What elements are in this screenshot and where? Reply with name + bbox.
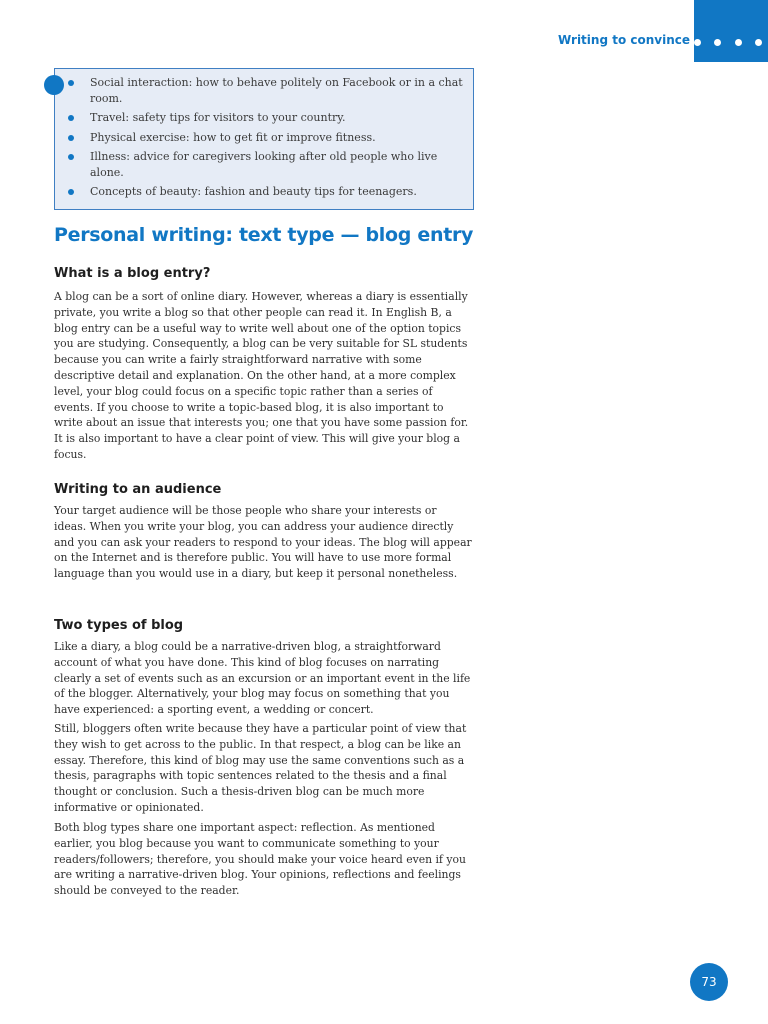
list-item: Social interaction: how to behave politely on Facebook or in a chat room.: [90, 75, 465, 106]
dot-icon: [735, 39, 742, 46]
paragraph: Like a diary, a blog could be a narrative-driven blog, a straightforward account of what you have done. This kind of blog focuses on narrating clearly a set of events such as an excursion or an important event in the life of the blogger. Alternatively, your blog may focus on something that you have experienced: a sporting event, a wedding or concert.: [54, 640, 471, 717]
section-header-label: Writing to convince: [558, 33, 691, 47]
list-item: Travel: safety tips for visitors to your country.: [90, 110, 465, 126]
paragraph: Your target audience will be those people who share your interests or ideas. When you write your blog, you can address your audience directly and you can ask your readers to respond to your ideas. The blog will appear on the Internet and is therefore public. You will have to use more formal language than you would use in a diary, but keep it personal nonetheless.: [54, 504, 472, 581]
list-item: Illness: advice for caregivers looking after old people who live alone.: [90, 149, 465, 180]
paragraph: A blog can be a sort of online diary. However, whereas a diary is essentially private, you write a blog so that other people can read it. In English B, a blog entry can be a useful way to write well about one of the option topics you are studying. Consequently, a blog can be very suitable for SL students because you can write a fairly straightforward narrative with some descriptive detail and explanation. On the other hand, at a more complex level, your blog could focus on a specific topic rather than a series of events. If you choose to write a topic-based blog, it is also important to write about an issue that interests you; one that you have some passion for. It is also important to have a clear point of view. This will give your blog a focus.: [54, 290, 469, 461]
list-item: Concepts of beauty: fashion and beauty tips for teenagers.: [90, 184, 465, 200]
topics-list: [55, 69, 473, 200]
topics-box: [54, 68, 474, 210]
heading-what-is-blog: What is a blog entry?: [54, 266, 211, 281]
dot-icon: [755, 39, 762, 46]
box-marker-icon: [44, 75, 64, 95]
header-color-bar: [694, 0, 768, 62]
paragraph: Both blog types share one important aspect: reflection. As mentioned earlier, you blog because you want to communicate something to your readers/followers; therefore, you should make your voice heard even if you are writing a narrative-driven blog. Your opinions, reflections and feelings should be conveyed to the reader.: [54, 821, 466, 898]
header-dots: [694, 39, 762, 47]
dot-icon: [714, 39, 721, 46]
page-number: 73: [690, 963, 728, 1001]
list-item: Physical exercise: how to get fit or improve fitness.: [90, 130, 465, 146]
dot-icon: [694, 39, 701, 46]
heading-two-types: Two types of blog: [54, 618, 184, 633]
heading-writing-audience: Writing to an audience: [54, 482, 222, 497]
paragraph: Still, bloggers often write because they have a particular point of view that they wish to get across to the public. In that respect, a blog can be like an essay. Therefore, this kind of blog may use the same conventions such as a thesis, paragraphs with topic sentences related to the thesis and a final thought or conclusion. Such a thesis-driven blog can be much more informative or opinionated.: [54, 722, 467, 814]
page-title: Personal writing: text type — blog entry: [54, 224, 474, 246]
